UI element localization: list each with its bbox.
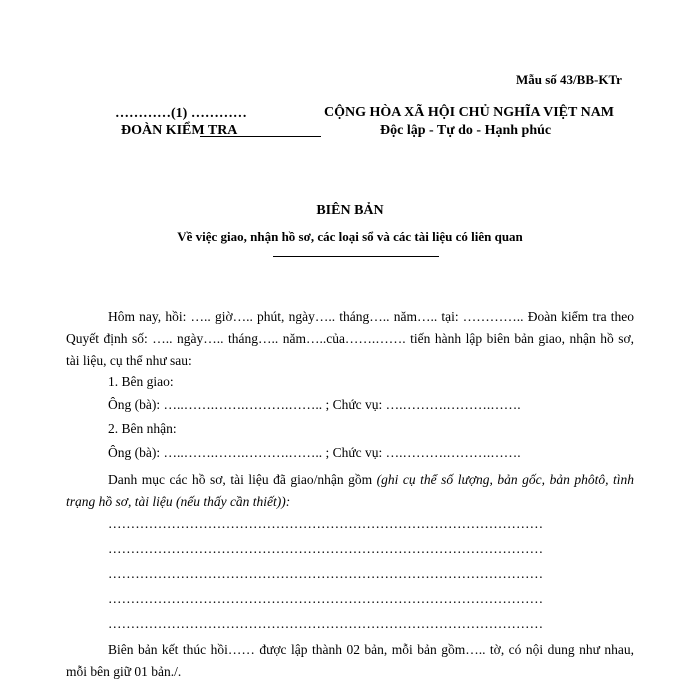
dotted-entry-line: ……………………………………………………………………………………: [108, 591, 544, 606]
intro-paragraph: [66, 306, 634, 372]
dotted-entry-line: ……………………………………………………………………………………: [108, 516, 544, 531]
dotted-entry-line: ……………………………………………………………………………………: [108, 566, 544, 581]
national-title: CỘNG HÒA XÃ HỘI CHỦ NGHĨA VIỆT NAM: [324, 105, 615, 120]
list-intro-text: Danh mục các hồ sơ, tài liệu đã giao/nhận gồm: [108, 472, 377, 487]
receiver-name-role-line: Ông (bà): …..…….…….……….…….. ; Chức vụ: ….……….……….…….: [108, 445, 521, 460]
receiver-heading: 2. Bên nhận:: [108, 421, 177, 436]
giver-heading: 1. Bên giao:: [108, 374, 174, 389]
document-subtitle: Về việc giao, nhận hồ sơ, các loại sổ và các tài liệu có liên quan: [177, 229, 523, 244]
agency-name-line: …………(1) …………: [115, 106, 247, 121]
closing-paragraph: [66, 639, 634, 683]
list-intro-note: (ghi cụ thể số lượng, bản gốc, bản phôtô, tình trạng hồ sơ, tài liệu (nếu thấy cần thiết)):: [66, 472, 634, 509]
form-number: Mẫu số 43/BB-KTr: [516, 72, 622, 87]
national-motto: Độc lập - Tự do - Hạnh phúc: [380, 123, 552, 138]
document-title: BIÊN BẢN: [316, 203, 384, 218]
document-list-intro: [66, 469, 634, 513]
giver-name-role-line: Ông (bà): …..…….…….……….…….. ; Chức vụ: ….……….……….…….: [108, 397, 521, 412]
closing-text: Biên bản kết thúc hồi…… được lập thành 02 bản, mỗi bản gồm….. tờ, có nội dung như nhau, mỗi bên giữ 01 bản./.: [66, 642, 634, 679]
intro-text: Hôm nay, hồi: ….. giờ….. phút, ngày….. tháng….. năm….. tại: ………….. Đoàn kiểm tra theo Quyết định số: ….. ngày….. tháng….. năm…..của…….……. tiến hành lập biên bản giao, nhận hồ sơ, tài liệu, cụ thể như sau:: [66, 309, 634, 368]
title-underline: [273, 256, 439, 257]
dotted-entry-line: ……………………………………………………………………………………: [108, 541, 544, 556]
header-left-underline: [200, 136, 321, 137]
dotted-entry-line: ……………………………………………………………………………………: [108, 616, 544, 631]
inspection-team-label: ĐOÀN KIỂM TRA: [121, 123, 238, 138]
